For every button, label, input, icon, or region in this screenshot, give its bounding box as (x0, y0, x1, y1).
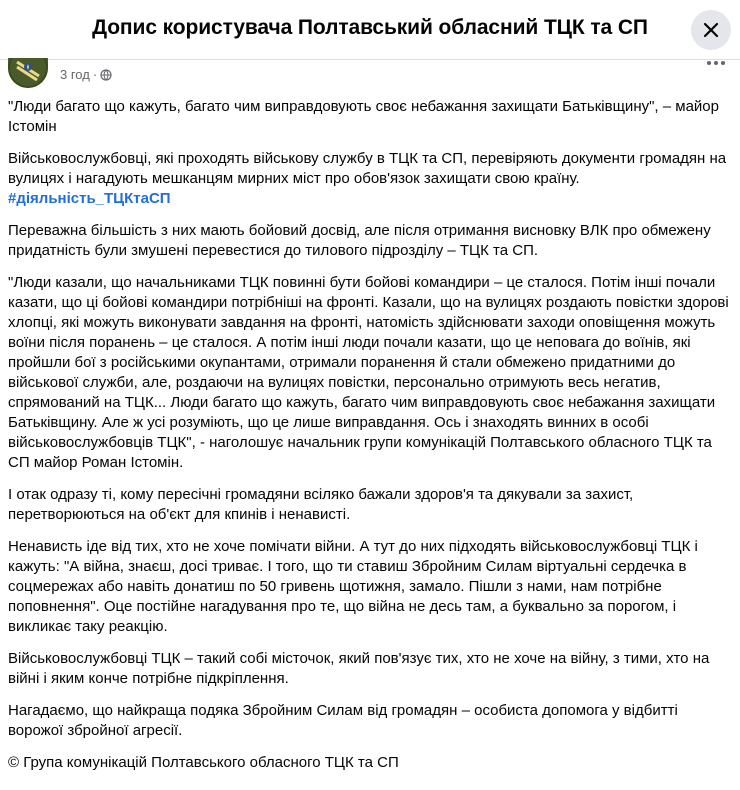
close-button[interactable] (691, 10, 731, 50)
avatar[interactable] (8, 58, 48, 88)
post-copyright: © Група комунікацій Полтавського обласного ТЦК та СП (8, 754, 399, 771)
post-paragraph: І отак одразу ті, кому пересічні громадяни всіляко бажали здоров'я та дякували за захист, перетворюються на об'єкт для кпинів і ненависті. (8, 486, 634, 523)
post-paragraph: Військовослужбовці ТЦК – такий собі місточок, який пов'язує тих, хто не хоче на війну, з тими, хто на війні і яким конче потрібне підкріплення. (8, 650, 710, 687)
post-paragraph-text: Військовослужбовці, які проходять військову службу в ТЦК та СП, перевіряють документи громадян на вулицях і нагадують мешканцям мирних міст про обов'язок захищати свою країну. (8, 150, 727, 187)
post-timestamp[interactable] (60, 67, 112, 82)
post-body (8, 97, 732, 785)
post-paragraph: Нагадаємо, що найкраща подяка Збройним Силам від громадян – особиста допомога у відбитті ворожої збройної агресії. (8, 702, 678, 739)
time-label: 3 год (60, 67, 90, 82)
post-paragraph: Ненависть іде від тих, хто не хоче помічати війни. А тут до них підходять військовослужбовці ТЦК і кажуть: "А війна, знаєш, досі триває. І того, що ти ставиш Збройним Силам віртуальні сердечка в соцмережах або навіть донатиш по 50 гривень щотижня, замало. Пішли з нами, нам потрібне поповнення". Оце постійне нагадування про те, що війна не десь там, а буквально за порогом, і викликає таку реакцію. (8, 538, 698, 635)
more-dot-icon (714, 61, 718, 65)
hashtag-link[interactable]: #діяльність_ТЦКтаСП (8, 190, 171, 207)
post-paragraph: Переважна більшість з них мають бойовий досвід, але після отримання висновку ВЛК про обмежену придатність були змушені перевестися до тилового підрозділу – ТЦК та СП. (8, 222, 711, 259)
post-paragraph (8, 149, 732, 209)
more-options-button[interactable] (702, 58, 730, 76)
time-separator: · (92, 67, 98, 82)
post-paragraph: "Люди казали, що начальниками ТЦК повинні бути бойові командири – це сталося. Потім інші почали казати, що ці бойові командири потрібніші на фронті. Казали, що на вулицях роздають повістки здорові хлопці, які можуть виконувати завдання на фронті, натомість здійснювати заходи оповіщення можуть воїни після поранень – це сталося. А потім інші люди почали казати, що це неповага до воїнів, які пройшли бої з російськими окупантами, отримали поранення й стали обмежено придатними до військової служби, але, роздаючи на вулицях повістки, персонально отримують весь негатив, спрямований на ТЦК... Люди багато що кажуть, багато чим виправдовують своє небажання захищати Батьківщину. Але ж усі розуміють, що це лише виправдання. Ось і знаходять винних в особі військовослужбовців ТЦК", - наголошує начальник групи комунікацій Полтавського обласного ТЦК та СП майор Роман Істомін. (8, 274, 729, 471)
post-paragraph: "Люди багато що кажуть, багато чим виправдовують своє небажання захищати Батьківщину", – майор Істомін (8, 98, 719, 135)
close-icon (703, 22, 719, 38)
more-dot-icon (707, 61, 711, 65)
dialog-header (0, 0, 740, 60)
more-dot-icon (721, 61, 725, 65)
dialog-title: Допис користувача Полтавський обласний ТЦК та СП (92, 16, 648, 39)
globe-icon (100, 69, 112, 81)
unit-emblem-icon (8, 58, 48, 88)
